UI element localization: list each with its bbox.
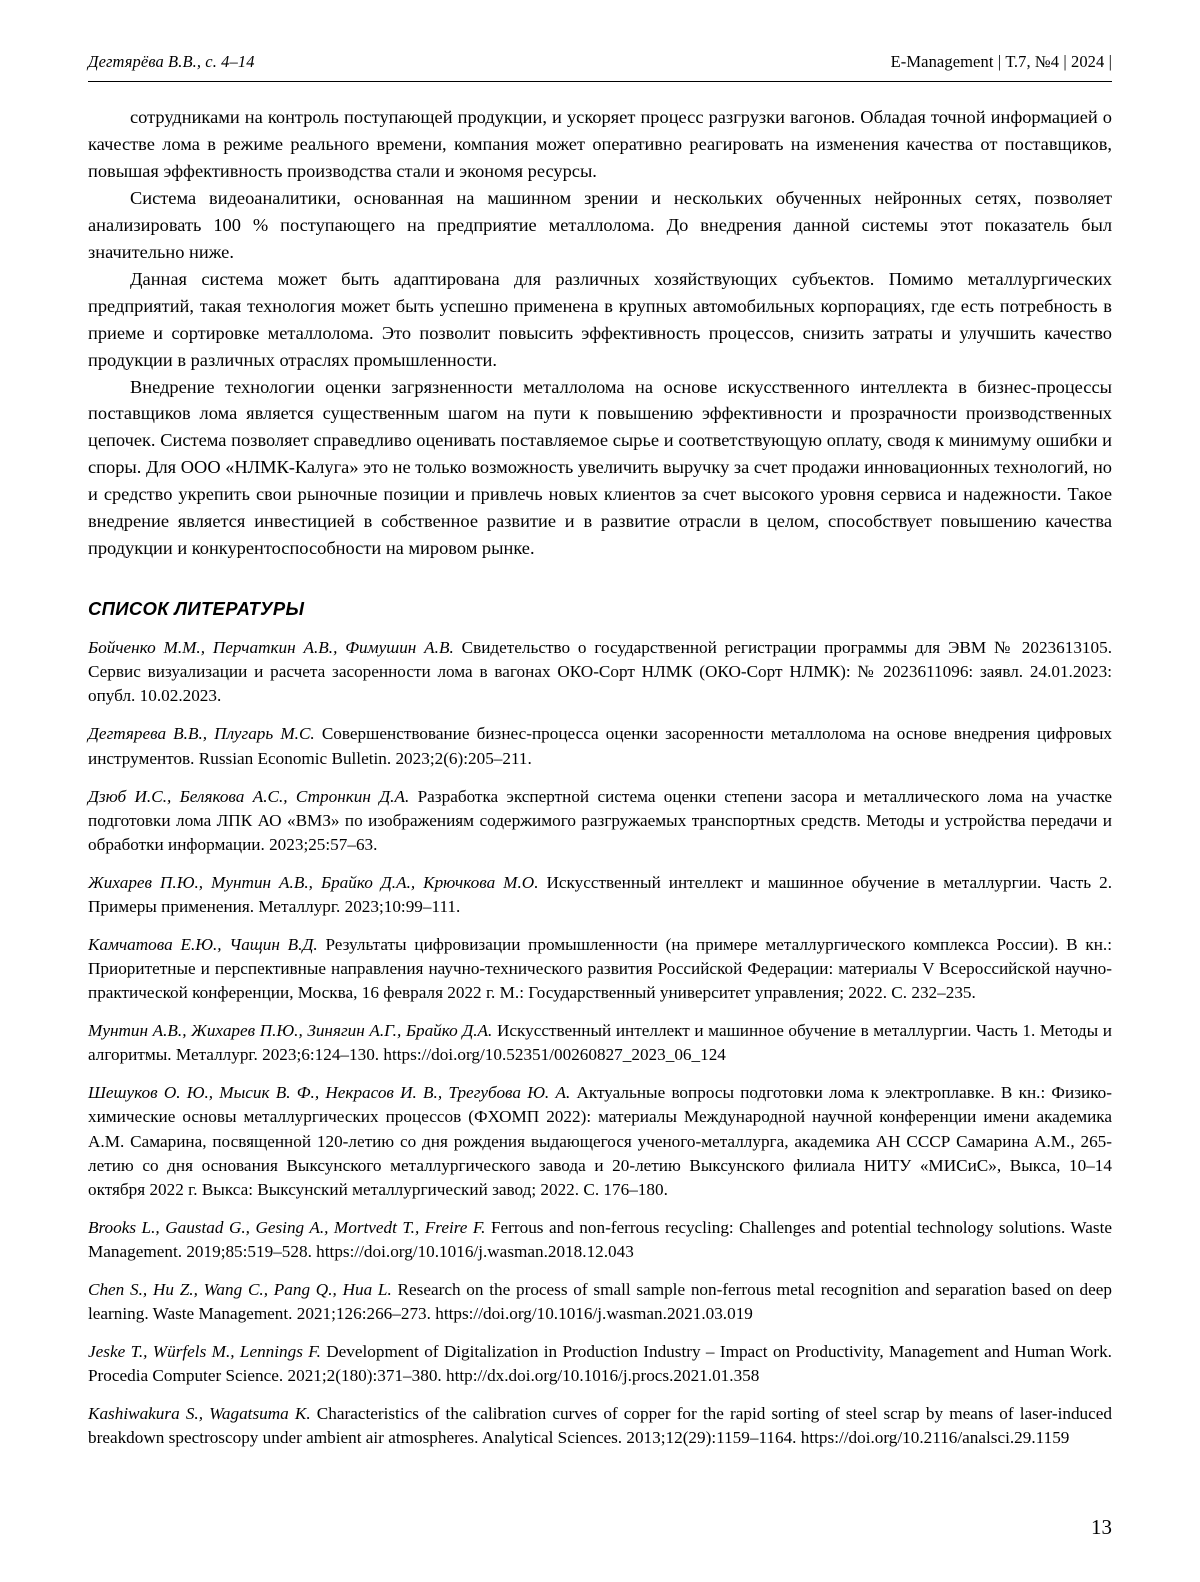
reference-item: [88, 1081, 1112, 1201]
paragraph: Данная система может быть адаптирована для различных хозяйствующих субъектов. Помимо металлургических предприятий, такая технология может быть успешно применена в крупных автомобильных корпорациях, где есть потребность в приеме и сортировке металлолома. Это позволит повысить эффективность процессов, снизить затраты и улучшить качество продукции в различных отраслях промышленности.: [88, 268, 1112, 370]
references-list: [88, 636, 1112, 1450]
reference-text: Искусственный интеллект и машинное обучение в металлургии. Часть 2. Примеры применения. Металлург. 2023;10:99–111.: [88, 872, 1113, 916]
reference-authors: Jeske T., Würfels M., Lennings F.: [88, 1342, 321, 1362]
reference-item: [88, 871, 1112, 919]
reference-item: [88, 1019, 1112, 1067]
reference-authors: Kashiwakura S., Wagatsuma K.: [88, 1404, 311, 1424]
reference-item: [88, 1402, 1112, 1450]
reference-authors: Дзюб И.С., Белякова А.С., Стронкин Д.А.: [88, 786, 410, 806]
paragraph: Внедрение технологии оценки загрязненности металлолома на основе искусственного интеллекта в бизнес-процессы поставщиков лома является существенным шагом на пути к повышению эффективности и прозрачности производственных цепочек. Система позволяет справедливо оценивать поставляемое сырье и соответствующую оплату, сводя к минимуму ошибки и споры. Для ООО «НЛМК-Калуга» это не только возможность увеличить выручку за счет продажи инновационных технологий, но и средство укрепить свои рыночные позиции и привлечь новых клиентов за счет высокого уровня сервиса и надежности. Такое внедрение является инвестицией в собственное развитие и в развитие отрасли в целом, способствует повышению качества продукции и конкурентоспособности на мировом рынке.: [88, 376, 1112, 559]
reference-item: [88, 1216, 1112, 1264]
reference-text: Research on the process of small sample non-ferrous metal recognition and separation based on deep learning. Waste Management. 2021;126:266–273. https://doi.org/10.1016/j.wasman.2021.03.019: [88, 1279, 1112, 1323]
references-heading: СПИСОК ЛИТЕРАТУРЫ: [88, 598, 305, 620]
reference-text: Characteristics of the calibration curves of copper for the rapid sorting of steel scrap by means of laser-induced breakdown spectroscopy under ambient air atmospheres. Analytical Sciences. 2013;12(29):1159–1164. https://doi.org/10.2116/analsci.29.1159: [88, 1404, 1112, 1448]
reference-item: [88, 785, 1112, 857]
reference-text: Development of Digitalization in Production Industry – Impact on Productivity, Management and Human Work. Procedia Computer Science. 2021;2(180):371–380. http://dx.doi.org/10.1016/j.procs.2021.01.358: [88, 1342, 1112, 1386]
reference-text: Искусственный интеллект и машинное обучение в металлургии. Часть 1. Методы и алгоритмы. Металлург. 2023;6:124–130. https://doi.org/10.52351/00260827_2023_06_124: [88, 1021, 1112, 1065]
reference-text: Разработка экспертной система оценки степени засора и металлического лома на участке подготовки лома ЛПК АО «ВМЗ» по изображениям содержимого разгружаемых транспортных средств. Методы и устройства передачи и обработки информации. 2023;25:57–63.: [88, 786, 1113, 854]
reference-authors: Дегтярева В.В., Плугарь М.С.: [88, 724, 315, 744]
paragraph: сотрудниками на контроль поступающей продукции, и ускоряет процесс разгрузки вагонов. Обладая точной информацией о качестве лома в режиме реального времени, компания может оперативно реагировать на изменения качества от поставщиков, повышая эффективность производства стали и экономя ресурсы.: [88, 107, 1112, 181]
paragraph: Система видеоаналитики, основанная на машинном зрении и нескольких обученных нейронных сетях, позволяет анализировать 100 % поступающего на предприятие металлолома. До внедрения данной системы этот показатель был значительно ниже.: [88, 187, 1112, 262]
reference-authors: Мунтин А.В., Жихарев П.Ю., Зинягин А.Г., Брайко Д.А.: [88, 1021, 493, 1041]
header-running-author: Дегтярёва В.В., с. 4–14: [88, 52, 255, 71]
reference-item: [88, 1340, 1112, 1388]
reference-text: Ferrous and non-ferrous recycling: Challenges and potential technology solutions. Waste Management. 2019;85:519–528. https://doi.org/10.1016/j.wasman.2018.12.043: [88, 1217, 1112, 1261]
header-journal-info: E-Management | Т.7, №4 | 2024 |: [890, 52, 1112, 71]
reference-authors: Бойченко М.М., Перчаткин А.В., Фимушин А.В.: [88, 638, 454, 658]
page-header: [88, 52, 1112, 82]
reference-item: [88, 1278, 1112, 1326]
reference-item: [88, 722, 1112, 770]
reference-authors: Brooks L., Gaustad G., Gesing A., Mortvedt T., Freire F.: [88, 1217, 486, 1237]
reference-authors: Шешуков О. Ю., Мысик В. Ф., Некрасов И. В., Трегубова Ю. А.: [88, 1083, 571, 1103]
reference-text: Результаты цифровизации промышленности (на примере металлургического комплекса России). В кн.: Приоритетные и перспективные направления научно-технического развития Российской Федерации: материалы V Всероссийской научно-практической конференции, Москва, 16 февраля 2022 г. М.: Государственный университет управления; 2022. С. 232–235.: [88, 934, 1112, 1003]
reference-item: [88, 933, 1112, 1005]
article-body: [88, 104, 1112, 562]
reference-authors: Chen S., Hu Z., Wang C., Pang Q., Hua L.: [88, 1279, 392, 1299]
reference-authors: Жихарев П.Ю., Мунтин А.В., Брайко Д.А., Крючкова М.О.: [88, 872, 539, 892]
page-number: 13: [1091, 1515, 1112, 1539]
reference-text: Свидетельство о государственной регистрации программы для ЭВМ № 2023613105. Сервис визуализации и расчета засоренности лома в вагонах ОКО-Сорт НЛМК (ОКО-Сорт НЛМК): № 2023611096: заявл. 24.01.2023: опубл. 10.02.2023.: [88, 638, 1113, 706]
reference-item: [88, 636, 1112, 708]
reference-text: Актуальные вопросы подготовки лома к электроплавке. В кн.: Физико-химические основы металлургических процессов (ФХОМП 2022): материалы Международной научной конференции имени академика А.М. Самарина, посвященной 120-летию со дня рождения выдающегося ученого-металлурга, академика АН СССР Самарина А.М., 265-летию со дня основания Выксунского металлургического завода и 20-летию Выксунского филиала НИТУ «МИСиС», Выкса, 10–14 октября 2022 г. Выкса: Выксунский металлургический завод; 2022. С. 176–180.: [88, 1083, 1112, 1199]
reference-text: Совершенствование бизнес-процесса оценки засоренности металлолома на основе внедрения цифровых инструментов. Russian Economic Bulletin. 2023;2(6):205–211.: [88, 724, 1113, 768]
reference-authors: Камчатова Е.Ю., Чащин В.Д.: [88, 934, 318, 954]
